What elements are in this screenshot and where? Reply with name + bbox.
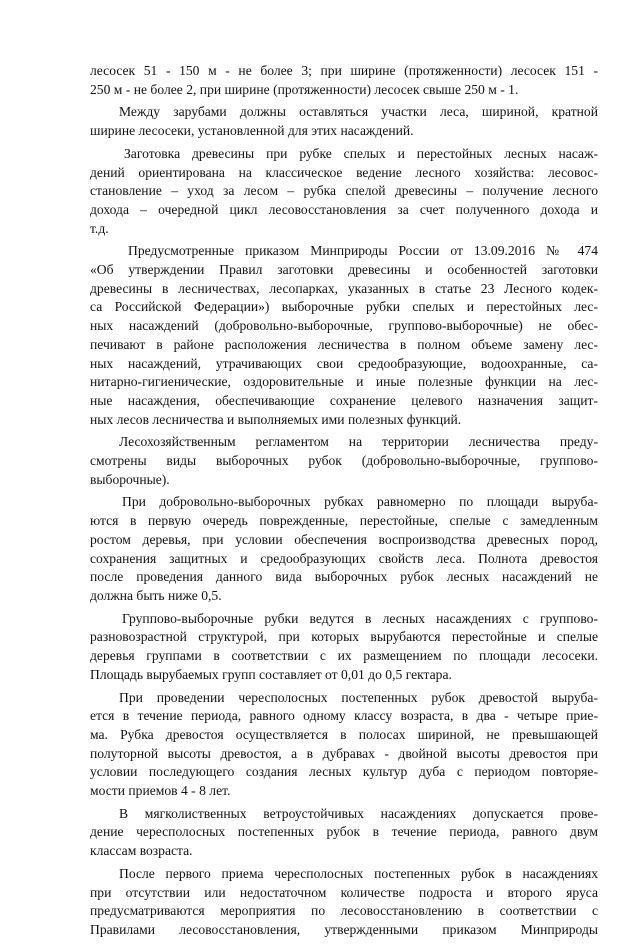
text-line: Лесохозяйственным регламентом на территории лесничества преду- bbox=[119, 434, 598, 450]
text-line: Между зарубами должны оставляться участки леса, шириной, кратной bbox=[119, 104, 598, 120]
text-line: После первого приема чересполосных постепенных рубок в насаждениях bbox=[119, 865, 598, 881]
text-line: Заготовка древесины при рубке спелых и перестойных лесных насаж- bbox=[124, 145, 598, 161]
text-line: предусматриваются мероприятия по лесовосстановлению в соответствии с bbox=[90, 903, 598, 919]
text-line: должна быть ниже 0,5. bbox=[90, 587, 222, 603]
text-line: мости приемов 4 - 8 лет. bbox=[90, 783, 231, 799]
paragraph bbox=[90, 865, 598, 940]
paragraph bbox=[90, 62, 598, 99]
document-page bbox=[90, 62, 598, 944]
text-line: Предусмотренные приказом Минприроды России от 13.09.2016 № 474 bbox=[128, 243, 598, 259]
paragraph bbox=[90, 242, 598, 429]
text-line: смотрены виды выборочных рубок (добровольно-выборочные, группово- bbox=[90, 453, 598, 469]
text-line: ма. Рубка древостоя осуществляется в полосах шириной, не превышающей bbox=[90, 726, 598, 742]
text-line: древесины в лесничествах, лесопарках, указанных в статье 23 Лесного кодек- bbox=[90, 280, 598, 296]
text-line: при отсутствии или недостаточном количестве подроста и второго яруса bbox=[90, 884, 598, 900]
text-line: При проведении чересполосных постепенных рубок древостой выруба- bbox=[119, 689, 598, 705]
text-line: т.д. bbox=[90, 220, 109, 236]
text-line: ростом деревья, при условии обеспечения воспроизводства древесных пород, bbox=[90, 531, 598, 547]
text-line: после проведения данного вида выборочных рубок лесных насаждений не bbox=[90, 569, 598, 585]
text-line: ширине лесосеки, установленной для этих насаждений. bbox=[90, 123, 414, 139]
text-line: лесосек 51 - 150 м - не более 3; при ширине (протяженности) лесосек 151 - bbox=[90, 63, 598, 78]
text-line: условии последующего создания лесных культур дуба с периодом повторяе- bbox=[90, 764, 598, 780]
text-line: ных лесов лесничества и выполняемых ими полезных функций. bbox=[90, 411, 462, 427]
text-line: 250 м - не более 2, при ширине (протяженности) лесосек свыше 250 м - 1. bbox=[90, 81, 519, 97]
text-line: выборочные). bbox=[90, 471, 170, 487]
text-line: разновозрастной структурой, при которых вырубаются перестойные и спелые bbox=[90, 629, 598, 645]
text-line: «Об утверждении Правил заготовки древесины и особенностей заготовки bbox=[90, 262, 598, 278]
text-line: са Российской Федерации») выборочные рубки спелых и перестойных лес- bbox=[90, 299, 598, 315]
text-line: становление – уход за лесом – рубка спелой древесины – получение лесного bbox=[90, 183, 598, 199]
text-line: дохода – очередной цикл лесовосстановления за счет полученного дохода и bbox=[90, 201, 598, 217]
text-line: ных насаждений, утрачивающих свои средообразующие, водоохранные, са- bbox=[90, 355, 598, 371]
paragraph bbox=[90, 610, 598, 685]
paragraph bbox=[90, 433, 598, 489]
text-line: сохранения защитных и средообразующих свойств леса. Полнота древостоя bbox=[90, 550, 598, 566]
text-line: нитарно-гигиенические, оздоровительные и иные полезные функции на лес- bbox=[90, 374, 598, 390]
text-line: Группово-выборочные рубки ведутся в лесных насаждениях с группово- bbox=[122, 610, 598, 626]
text-line: классам возраста. bbox=[90, 843, 193, 859]
text-line: дений ориентирована на классическое ведение лесного хозяйства: лесовос- bbox=[90, 164, 598, 180]
text-line: Площадь вырубаемых групп составляет от 0,01 до 0,5 гектара. bbox=[90, 666, 452, 682]
text-line: ные насаждения, обеспечивающие сохранение целевого назначения защит- bbox=[90, 392, 598, 408]
text-line: деревья группами в соответствии с их размещением по площади лесосеки. bbox=[90, 648, 598, 664]
paragraph bbox=[90, 689, 598, 801]
text-line: В мягколиственных ветроустойчивых насаждениях допускается прове- bbox=[119, 805, 598, 821]
paragraph bbox=[90, 145, 598, 239]
text-line: печивают в районе расположения лесничества в полном объеме замену лес- bbox=[90, 336, 598, 352]
text-line: полуторной высоты древостоя, а в дубравах - двойной высоты древостоя при bbox=[90, 745, 598, 761]
text-line: ются в первую очередь поврежденные, перестойные, спелые с замедленным bbox=[90, 513, 598, 529]
text-line: При добровольно-выборочных рубках равномерно по площади выруба- bbox=[122, 494, 598, 510]
paragraph bbox=[90, 493, 598, 605]
paragraph bbox=[90, 103, 598, 140]
text-line: ных насаждений (добровольно-выборочные, группово-выборочные) не обес- bbox=[90, 318, 598, 334]
paragraph bbox=[90, 805, 598, 861]
text-line: ется в течение периода, равного одному классу возраста, в два - четыре прие- bbox=[90, 708, 598, 724]
text-line: дение чересполосных постепенных рубок в течение периода, равного двум bbox=[90, 824, 598, 840]
text-line: Правилами лесовосстановления, утвержденными приказом Минприроды bbox=[90, 921, 598, 937]
